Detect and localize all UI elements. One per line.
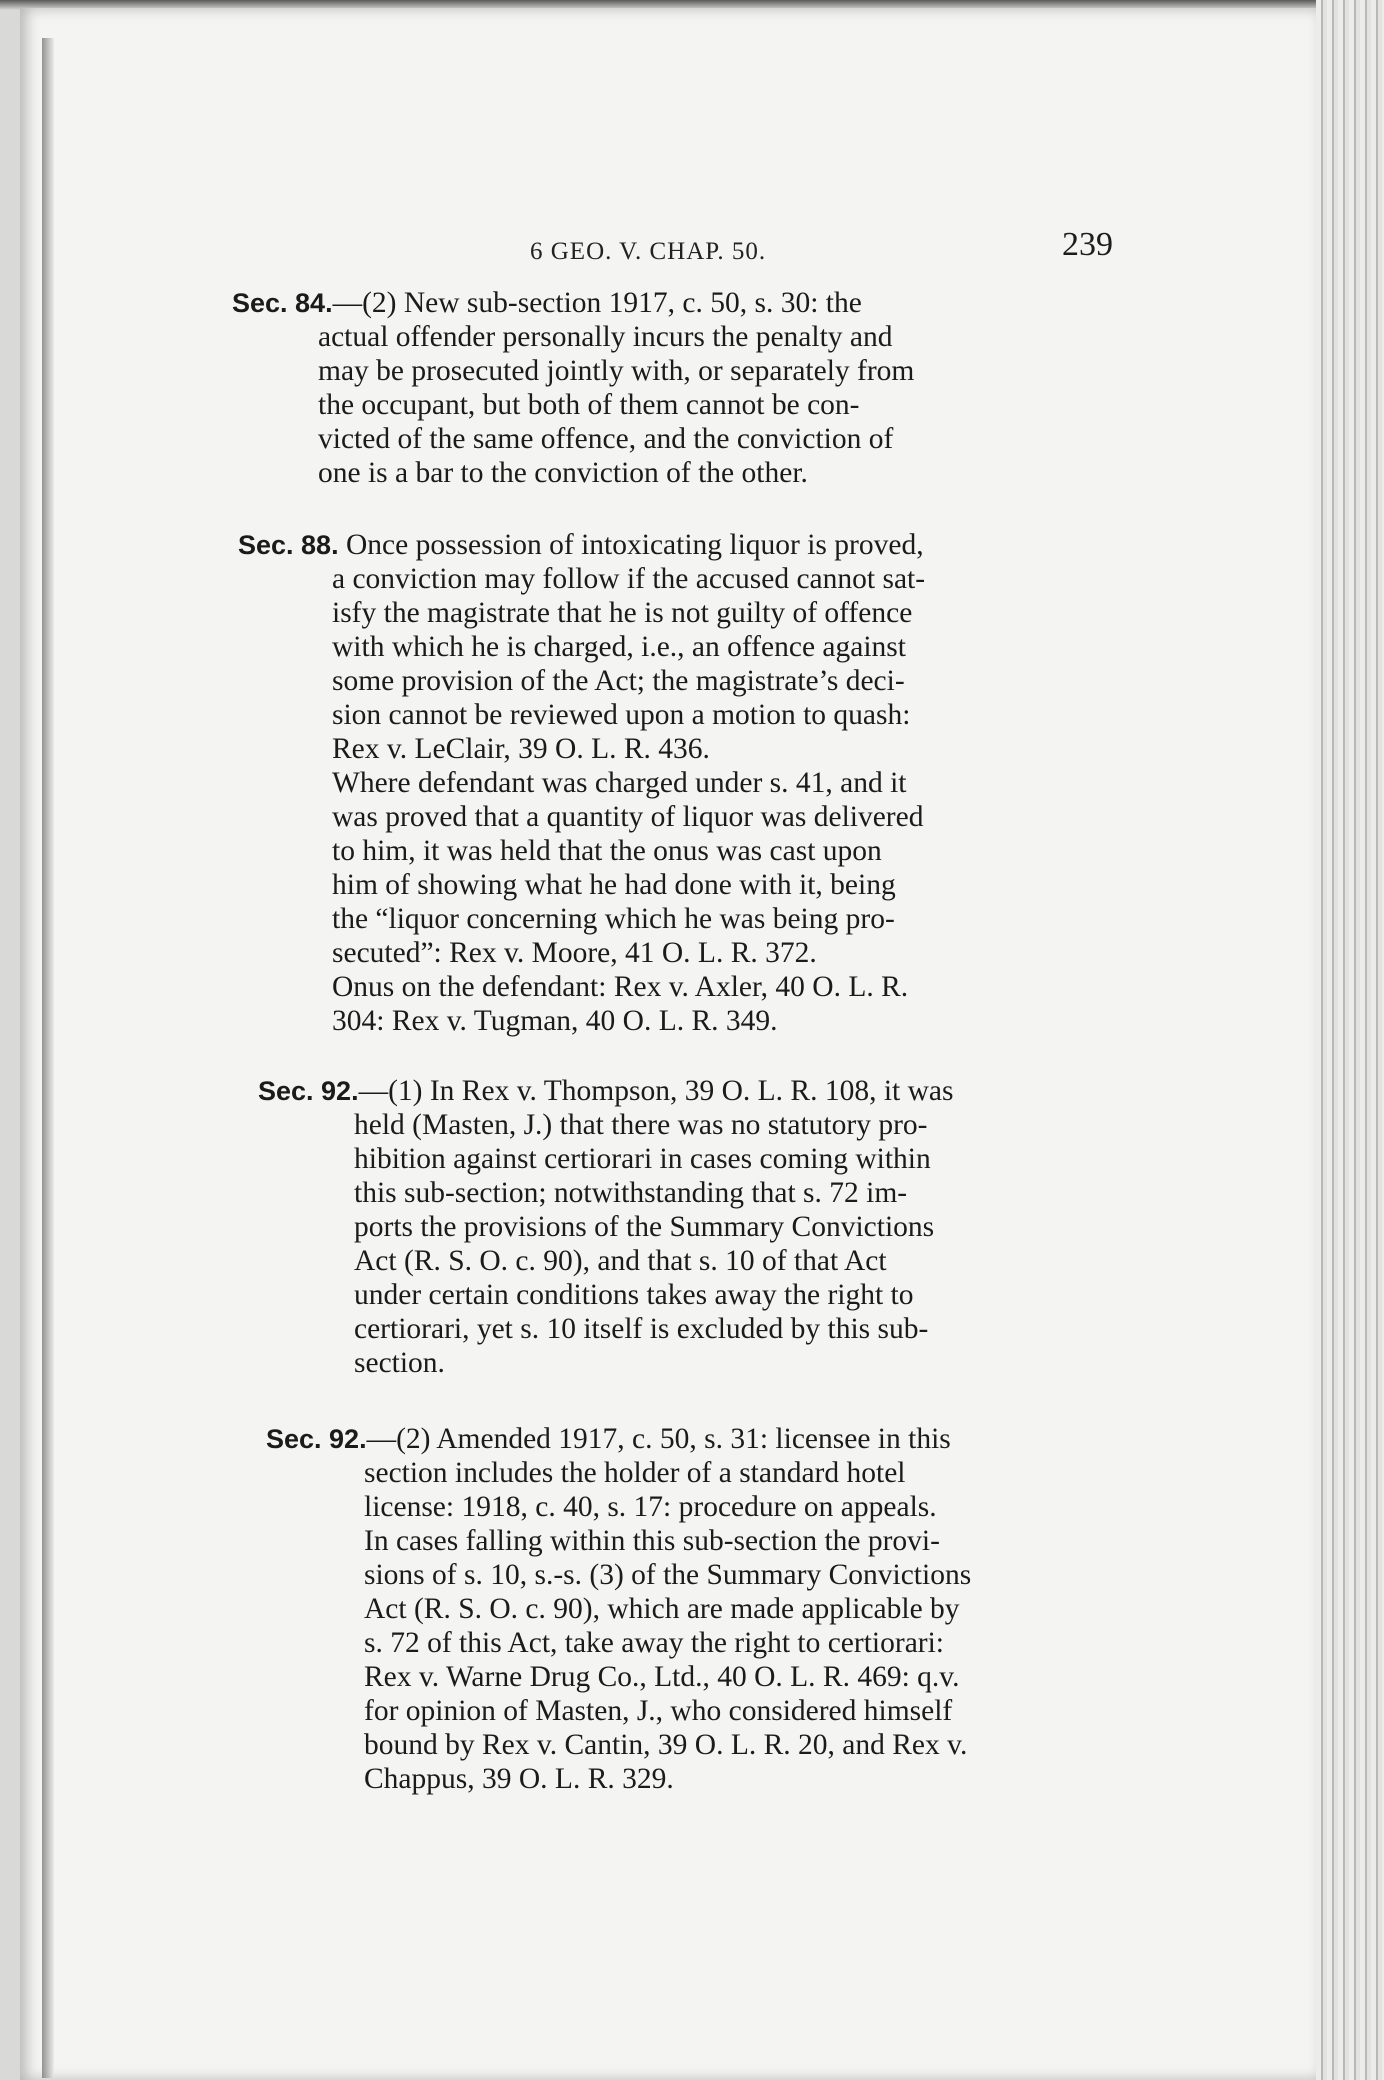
entry-line: certiorari, yet s. 10 itself is excluded by this sub-	[354, 1313, 929, 1345]
entry-line: a conviction may follow if the accused cannot sat-	[332, 563, 926, 595]
section-label: Sec. 92.	[266, 1424, 367, 1454]
entry-line: —(2) New sub-section 1917, c. 50, s. 30: the	[332, 287, 862, 319]
entry-line: hibition against certiorari in cases coming within	[354, 1143, 931, 1175]
entry-line: bound by Rex v. Cantin, 39 O. L. R. 20, and Rex v.	[364, 1729, 968, 1761]
entry-line: this sub-section; notwithstanding that s. 72 im-	[354, 1177, 908, 1209]
entry-line: Act (R. S. O. c. 90), which are made applicable by	[364, 1593, 960, 1625]
entry-line: actual offender personally incurs the penalty and	[318, 321, 893, 353]
entry-line: ports the provisions of the Summary Convictions	[354, 1211, 935, 1243]
entry-line: —(1) In Rex v. Thompson, 39 O. L. R. 108, it was	[358, 1075, 954, 1107]
entry-line: s. 72 of this Act, take away the right to certiorari:	[364, 1627, 945, 1659]
running-head: 6 GEO. V. CHAP. 50.	[530, 238, 767, 265]
entry-line: Rex v. Warne Drug Co., Ltd., 40 O. L. R. 469: q.v.	[364, 1661, 960, 1693]
section-label: Sec. 88.	[238, 530, 339, 560]
entry-line: —(2) Amended 1917, c. 50, s. 31: licensee in this	[366, 1423, 951, 1455]
entry-line: may be prosecuted jointly with, or separately from	[318, 355, 915, 387]
page-gutter-shadow	[42, 38, 54, 2078]
entry-line: Once possession of intoxicating liquor is proved,	[338, 529, 924, 561]
entry-first-line	[238, 528, 1138, 562]
page-header	[20, 226, 1316, 276]
entry-line: victed of the same offence, and the conviction of	[318, 423, 894, 455]
entry-line: one is a bar to the conviction of the other.	[318, 457, 808, 489]
entry-line: secuted”: Rex v. Moore, 41 O. L. R. 372.	[332, 937, 817, 969]
entry-line: sions of s. 10, s.-s. (3) of the Summary Convictions	[364, 1559, 972, 1591]
entry-line: the “liquor concerning which he was being pro-	[332, 903, 895, 935]
entry-line: sion cannot be reviewed upon a motion to quash:	[332, 699, 911, 731]
entry-first-line	[258, 1074, 1158, 1108]
entry-first-line	[266, 1422, 1166, 1456]
entry-line: him of showing what he had done with it, being	[332, 869, 896, 901]
stacked-page-edges	[1316, 0, 1384, 2080]
entry-line: section.	[354, 1347, 445, 1379]
entry-line: Onus on the defendant: Rex v. Axler, 40 O. L. R.	[332, 971, 909, 1003]
entry-line: Where defendant was charged under s. 41, and it	[332, 767, 907, 799]
entry-line: under certain conditions takes away the right to	[354, 1279, 914, 1311]
book-page	[20, 8, 1316, 2080]
entry-line: some provision of the Act; the magistrate’s deci-	[332, 665, 905, 697]
section-entry-92-2	[266, 1422, 1166, 1796]
section-entry-88	[238, 528, 1138, 1038]
entry-line: Chappus, 39 O. L. R. 329.	[364, 1763, 674, 1795]
entry-line: isfy the magistrate that he is not guilty of offence	[332, 597, 913, 629]
entry-line: to him, it was held that the onus was cast upon	[332, 835, 882, 867]
entry-line: Act (R. S. O. c. 90), and that s. 10 of that Act	[354, 1245, 887, 1277]
section-label: Sec. 84.	[232, 288, 333, 318]
entry-line: held (Masten, J.) that there was no statutory pro-	[354, 1109, 928, 1141]
entry-line: with which he is charged, i.e., an offence against	[332, 631, 906, 663]
entry-line: In cases falling within this sub-section the provi-	[364, 1525, 940, 1557]
entry-line: Rex v. LeClair, 39 O. L. R. 436.	[332, 733, 710, 765]
section-entry-84	[232, 286, 1112, 490]
entry-line: the occupant, but both of them cannot be con-	[318, 389, 860, 421]
entry-line: 304: Rex v. Tugman, 40 O. L. R. 349.	[332, 1005, 778, 1037]
page-number: 239	[1062, 226, 1113, 263]
section-label: Sec. 92.	[258, 1076, 359, 1106]
section-entry-92-1	[258, 1074, 1158, 1380]
entry-line: for opinion of Masten, J., who considered himself	[364, 1695, 953, 1727]
entry-line: license: 1918, c. 40, s. 17: procedure on appeals.	[364, 1491, 937, 1523]
entry-line: section includes the holder of a standard hotel	[364, 1457, 906, 1489]
entry-line: was proved that a quantity of liquor was delivered	[332, 801, 924, 833]
entry-first-line	[232, 286, 1112, 320]
